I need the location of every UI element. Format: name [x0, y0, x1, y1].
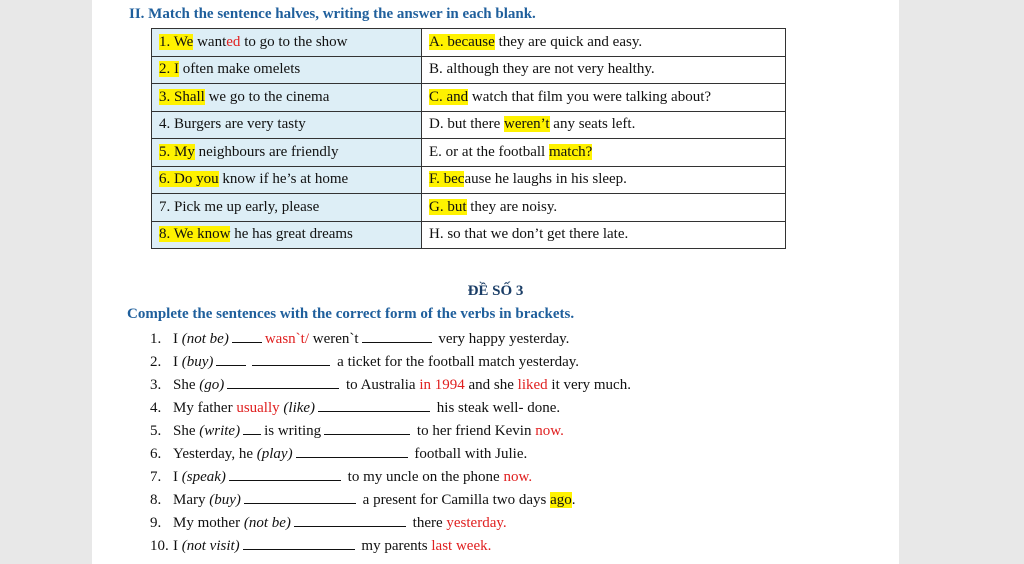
answer-blank[interactable] — [324, 420, 410, 435]
text: Mary — [173, 492, 210, 508]
red-text: now. — [535, 423, 564, 439]
verb-hint: (not be) — [243, 515, 291, 531]
left-cell — [152, 111, 422, 139]
text: I — [173, 354, 182, 370]
right-cell — [422, 166, 786, 194]
item-number: 4. — [150, 400, 162, 416]
text: neighbours are friendly — [194, 143, 339, 160]
verb-hint: (buy) — [181, 354, 214, 370]
verb-hint: (like) — [279, 400, 316, 416]
text: want — [193, 33, 227, 50]
text: D. but there — [429, 116, 504, 133]
table-row — [152, 56, 786, 84]
text: they are quick and easy. — [494, 33, 643, 50]
highlight: 5. My — [159, 143, 195, 160]
answer-blank[interactable] — [252, 351, 330, 366]
right-cell — [422, 56, 786, 84]
filled-answer: wasn`t/ — [264, 331, 309, 347]
red-text: now. — [503, 469, 533, 485]
list-item — [150, 466, 631, 489]
verb-hint: (speak) — [181, 469, 226, 485]
text: to Australia — [342, 377, 420, 393]
red-text: ed — [226, 33, 241, 50]
right-cell — [422, 139, 786, 167]
text: 7. Pick me up early, please — [159, 198, 320, 215]
filled-answer: is writing — [264, 423, 322, 439]
text: know if he’s at home — [218, 171, 349, 188]
text: I — [173, 469, 182, 485]
text: they are noisy. — [466, 198, 558, 215]
highlight: 6. Do you — [159, 171, 219, 188]
highlight: A. because — [429, 33, 495, 50]
text: and she — [464, 377, 518, 393]
text: to my uncle on the phone — [343, 469, 504, 485]
filled-answer: weren`t — [309, 331, 359, 347]
answer-blank[interactable] — [296, 443, 408, 458]
text: B. although they are not very healthy. — [429, 61, 655, 78]
table-row — [152, 139, 786, 167]
red-text: in 1994 — [419, 377, 465, 393]
list-item — [150, 397, 631, 420]
text: to her friend Kevin — [413, 423, 536, 439]
table-row — [152, 194, 786, 222]
right-cell — [422, 221, 786, 249]
right-cell — [422, 111, 786, 139]
left-cell — [152, 139, 422, 167]
left-cell — [152, 221, 422, 249]
text: to go to the show — [240, 33, 348, 50]
answer-blank[interactable] — [243, 535, 355, 550]
item-number: 6. — [150, 446, 162, 462]
highlight: C. and — [429, 88, 469, 105]
text: football with Julie. — [410, 446, 528, 462]
text: there — [408, 515, 447, 531]
exercise-instruction: Complete the sentences with the correct form of the verbs in brackets. — [127, 306, 575, 322]
text: a ticket for the football match yesterday. — [333, 354, 580, 370]
text: very happy yesterday. — [434, 331, 570, 347]
text: I — [173, 538, 182, 554]
text: often make omelets — [179, 61, 301, 78]
red-text: last week. — [431, 538, 492, 554]
text: his steak well- done. — [433, 400, 561, 416]
highlight: 1. We — [159, 33, 194, 50]
highlight: match? — [548, 143, 593, 160]
table-row — [152, 166, 786, 194]
exam-heading: ĐỀ SỐ 3 — [467, 283, 524, 299]
document-page — [92, 0, 899, 564]
highlight: 3. Shall — [159, 88, 205, 105]
text: any seats left. — [549, 116, 636, 133]
list-item — [150, 512, 631, 535]
text: H. so that we don’t get there late. — [429, 226, 629, 243]
red-text: liked — [517, 377, 548, 393]
highlight: 2. I — [159, 61, 179, 78]
text: My mother — [173, 515, 244, 531]
highlight: F. bec — [429, 171, 465, 188]
right-cell — [422, 84, 786, 112]
answer-blank[interactable] — [232, 328, 262, 343]
text: ause he laughs in his sleep. — [464, 171, 627, 188]
item-number: 10. — [150, 538, 169, 554]
section-title: II. Match the sentence halves, writing the answer in each blank. — [129, 6, 536, 22]
text: we go to the cinema — [204, 88, 330, 105]
highlight: weren’t — [503, 116, 550, 133]
text: Yesterday, he — [173, 446, 257, 462]
verb-hint: (not be) — [181, 331, 229, 347]
answer-blank[interactable] — [244, 489, 356, 504]
verb-hint: (play) — [256, 446, 293, 462]
item-number: 3. — [150, 377, 162, 393]
verb-hint: (buy) — [209, 492, 241, 508]
exercise-list — [150, 328, 631, 558]
right-cell — [422, 194, 786, 222]
list-item — [150, 374, 631, 397]
item-number: 7. — [150, 469, 162, 485]
answer-blank[interactable] — [227, 374, 339, 389]
matching-table — [151, 28, 786, 249]
left-cell — [152, 56, 422, 84]
text: watch that film you were talking about? — [468, 88, 712, 105]
answer-blank[interactable] — [318, 397, 430, 412]
item-number: 5. — [150, 423, 162, 439]
table-row — [152, 84, 786, 112]
item-number: 1. — [150, 331, 162, 347]
highlight: 8. We know — [159, 226, 231, 243]
highlight: ago — [550, 492, 572, 508]
table-row — [152, 221, 786, 249]
verb-hint: (not visit) — [181, 538, 240, 554]
text: I — [173, 331, 182, 347]
item-number: 2. — [150, 354, 162, 370]
list-item — [150, 420, 631, 443]
left-cell — [152, 166, 422, 194]
text: he has great dreams — [230, 226, 353, 243]
text: My father — [173, 400, 237, 416]
text: E. or at the football — [429, 143, 549, 160]
verb-hint: (go) — [199, 377, 225, 393]
text: 4. Burgers are very tasty — [159, 116, 306, 133]
list-item — [150, 489, 631, 512]
left-cell — [152, 84, 422, 112]
table-row — [152, 29, 786, 57]
text: She — [173, 423, 200, 439]
answer-blank[interactable] — [229, 466, 341, 481]
left-cell — [152, 29, 422, 57]
answer-blank[interactable] — [362, 328, 432, 343]
list-item — [150, 351, 631, 374]
item-number: 8. — [150, 492, 162, 508]
red-text: usually — [236, 400, 280, 416]
verb-hint: (write) — [199, 423, 241, 439]
list-item — [150, 328, 631, 351]
list-item — [150, 443, 631, 466]
answer-blank[interactable] — [294, 512, 406, 527]
red-text: yesterday. — [446, 515, 507, 531]
text: . — [571, 492, 576, 508]
table-row — [152, 111, 786, 139]
highlight: G. but — [429, 198, 467, 215]
left-cell — [152, 194, 422, 222]
answer-blank[interactable] — [243, 420, 261, 435]
text: my parents — [357, 538, 432, 554]
text: it very much. — [547, 377, 631, 393]
item-number: 9. — [150, 515, 162, 531]
right-cell — [422, 29, 786, 57]
text: She — [173, 377, 200, 393]
list-item — [150, 535, 631, 558]
text: a present for Camilla two days — [358, 492, 551, 508]
answer-blank[interactable] — [216, 351, 246, 366]
